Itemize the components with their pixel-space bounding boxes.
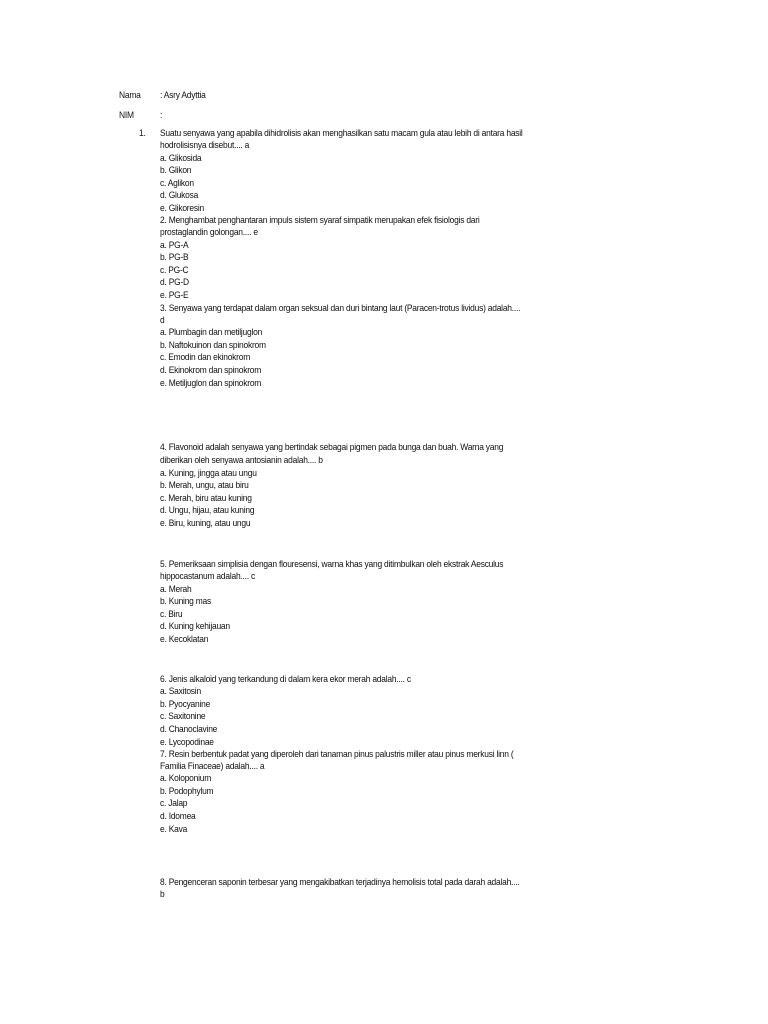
q1-option-c: c. Aglikon (160, 177, 194, 188)
q2-option-d: d. PG-D (160, 276, 189, 287)
nim-label: NIM (119, 109, 134, 120)
q1-number: 1. (139, 127, 146, 138)
q5-option-d: d. Kuning kehijauan (160, 620, 230, 631)
q5-option-c: c. Biru (160, 608, 183, 619)
q5-text-line2: hippocastanum adalah.... c (160, 570, 256, 581)
q4-text-line2: diberikan oleh senyawa antosianin adalah.... b (160, 454, 323, 465)
q3-option-d: d. Ekinokrom dan spinokrom (160, 364, 262, 375)
q4-option-b: b. Merah, ungu, atau biru (160, 479, 249, 490)
q3-text-line1: 3. Senyawa yang terdapat dalam organ seksual dan duri bintang laut (Paracen-trotus lividus) adalah.... (160, 302, 521, 313)
q5-text-line1: 5. Pemeriksaan simplisia dengan flouresensi, warna khas yang ditimbulkan oleh ekstrak Aesculus (160, 558, 504, 569)
q7-text-line1: 7. Resin berbentuk padat yang diperoleh dari tanaman pinus palustris miller atau pinus merkusi linn ( (160, 748, 514, 759)
q8-text-line1: 8. Pengenceran saponin terbesar yang mengakibatkan terjadinya hemolisis total pada darah adalah.... (160, 876, 520, 887)
name-value: : Asry Adyttia (160, 89, 206, 100)
q6-option-d: d. Chanoclavine (160, 723, 218, 734)
q5-option-b: b. Kuning mas (160, 595, 212, 606)
q5-option-e: e. Kecoklatan (160, 633, 209, 644)
q6-option-b: b. Pyocyanine (160, 698, 211, 709)
q6-option-e: e. Lycopodinae (160, 736, 214, 747)
q4-option-d: d. Ungu, hijau, atau kuning (160, 504, 255, 515)
q7-option-a: a. Koloponium (160, 772, 212, 783)
q1-option-e: e. Glikoresin (160, 202, 204, 213)
q3-option-a: a. Plumbagin dan metiljuglon (160, 326, 263, 337)
q3-option-e: e. Metiljuglon dan spinokrom (160, 377, 262, 388)
q2-option-a: a. PG-A (160, 239, 189, 250)
q2-text-line2: prostaglandin golongan.... e (160, 226, 258, 237)
q4-option-e: e. Biru, kuning, atau ungu (160, 517, 251, 528)
q3-option-b: b. Naftokuinon dan spinokrom (160, 339, 266, 350)
q1-text-line1: Suatu senyawa yang apabila dihidrolisis akan menghasilkan satu macam gula atau lebih di antara hasil (160, 127, 523, 138)
q4-option-c: c. Merah, biru atau kuning (160, 492, 252, 503)
q6-text-line1: 6. Jenis alkaloid yang terkandung di dalam kera ekor merah adalah.... c (160, 673, 411, 684)
q4-text-line1: 4. Flavonoid adalah senyawa yang bertindak sebagai pigmen pada bunga dan buah. Warna yang (160, 441, 504, 452)
q6-option-c: c. Saxitonine (160, 710, 206, 721)
q7-option-d: d. Idomea (160, 810, 196, 821)
q2-option-c: c. PG-C (160, 264, 189, 275)
q2-text-line1: 2. Menghambat penghantaran impuls sistem syaraf simpatik merupakan efek fisiologis dari (160, 214, 480, 225)
q1-option-a: a. Glikosida (160, 152, 202, 163)
q2-option-e: e. PG-E (160, 289, 189, 300)
q5-option-a: a. Merah (160, 583, 192, 594)
q4-option-a: a. Kuning, jingga atau ungu (160, 467, 257, 478)
name-label: Nama (119, 89, 141, 100)
q7-option-e: e. Kava (160, 823, 188, 834)
q6-option-a: a. Saxitosin (160, 685, 201, 696)
q7-option-b: b. Podophylum (160, 785, 214, 796)
q1-text-line2: hodrolisisnya disebut.... a (160, 139, 250, 150)
q8-text-line2: b (160, 888, 165, 899)
q3-text-line2: d (160, 314, 165, 325)
q1-option-b: b. Glikon (160, 164, 192, 175)
q2-option-b: b. PG-B (160, 251, 189, 262)
q3-option-c: c. Emodin dan ekinokrom (160, 351, 251, 362)
q1-option-d: d. Glukosa (160, 189, 199, 200)
q7-option-c: c. Jalap (160, 797, 188, 808)
nim-value: : (160, 109, 163, 120)
q7-text-line2: Familia Finaceae) adalah.... a (160, 760, 265, 771)
